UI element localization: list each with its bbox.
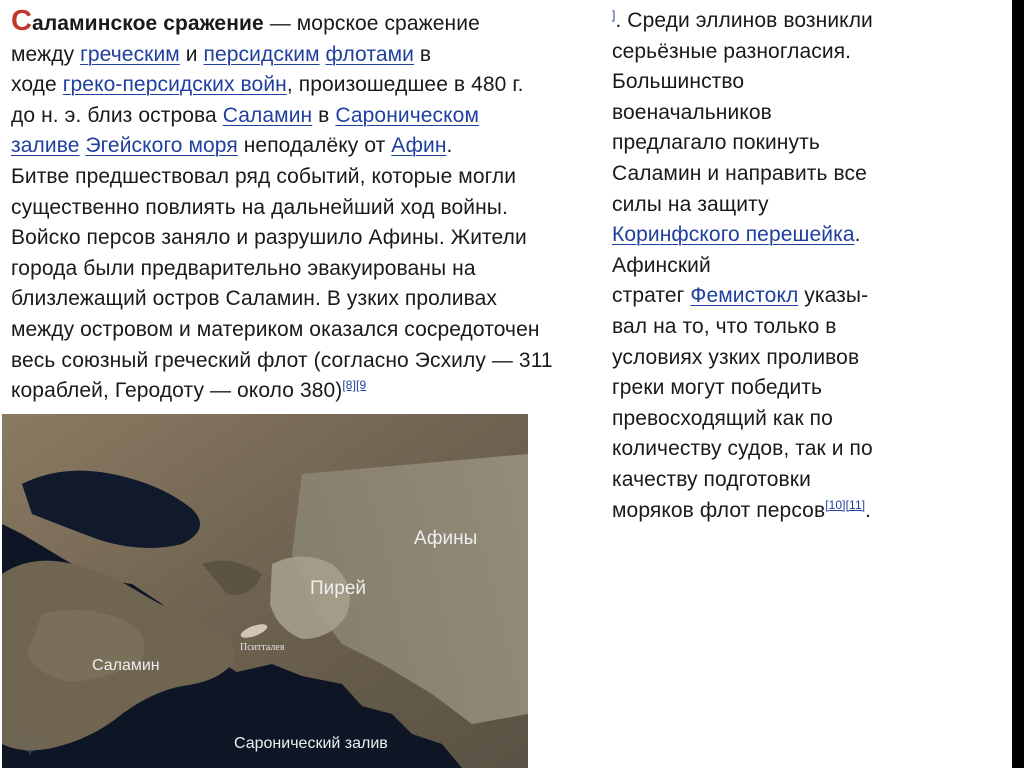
ref-8-link[interactable]: [8] <box>342 378 357 393</box>
right-line-17: моряков флот персов[10][11]. <box>612 497 872 522</box>
right-line-12: условиях узких проливов <box>612 345 860 369</box>
right-line-13: греки могут победить <box>612 376 823 400</box>
link-fleets[interactable]: флотами <box>325 42 414 66</box>
right-line-6: Саламин и направить все <box>612 161 867 185</box>
map-label-salamis: Саламин <box>92 657 160 674</box>
text-line-9: города были предварительно эвакуированы на <box>11 256 476 280</box>
text-line-1: Саламинское сражение — морское сражение <box>11 5 480 37</box>
link-persian[interactable]: персидским <box>203 42 320 66</box>
right-line-2: серьёзные разногласия. <box>612 39 852 63</box>
link-aegean-sea[interactable]: Эгейского моря <box>85 134 238 158</box>
right-line-7: силы на защиту <box>612 192 769 216</box>
right-line-16: качеству подготовки <box>612 467 811 491</box>
map-label-piraeus: Пирей <box>310 578 367 599</box>
satellite-map-image <box>2 414 528 768</box>
text-line-8: Войско персов заняло и разрушило Афины. Жители <box>11 226 527 250</box>
link-greco-persian-wars[interactable]: греко-персидских войн <box>62 73 287 97</box>
right-line-3: Большинство <box>612 70 745 94</box>
satellite-map <box>2 414 528 768</box>
ref-10-link[interactable]: [10] <box>825 497 846 512</box>
map-label-saronic-gulf: Саронический залив <box>234 735 388 752</box>
text-line-7: существенно повлиять на дальнейший ход войны. <box>11 195 508 219</box>
link-salamis[interactable]: Саламин <box>222 103 313 127</box>
right-line-15: количеству судов, так и по <box>612 437 873 461</box>
link-gulf[interactable]: заливе <box>11 134 80 158</box>
link-athens[interactable]: Афин <box>391 134 447 158</box>
right-line-11: вал на то, что только в <box>612 314 837 338</box>
text-line-2: между греческим и персидским флотами в <box>11 42 432 66</box>
right-line-8: Коринфского перешейка. <box>612 223 861 247</box>
right-line-9: Афинский <box>612 253 711 277</box>
ref-9-link[interactable]: [9 <box>356 378 367 393</box>
article-title: аламинское сражение <box>32 12 264 35</box>
text-line-4: до н. э. близ острова Саламин в Сароническом <box>11 103 480 127</box>
link-isthmus-of-corinth[interactable]: Коринфского перешейка <box>612 223 855 247</box>
link-saronic[interactable]: Сароническом <box>335 103 480 127</box>
right-text-column <box>612 6 912 526</box>
right-line-4: военачальников <box>612 100 772 124</box>
link-themistocles[interactable]: Фемистокл <box>690 284 799 308</box>
text-line-5: заливе Эгейского моря неподалёку от Афин. <box>11 134 453 158</box>
map-label-athens: Афины <box>414 528 478 549</box>
ref-9-close-link[interactable]: ] <box>612 8 616 22</box>
text-line-13: кораблей, Геродоту — около 380)$^{[8][9}$ <box>11 378 367 403</box>
right-line-10: стратег Фемистокл указы- <box>612 284 869 308</box>
ref-11-link[interactable]: [11] <box>845 497 866 512</box>
title-initial: С <box>11 5 33 37</box>
link-greek[interactable]: греческим <box>80 42 180 66</box>
text-line-3: ходе греко-персидских войн, произошедшее в 480 г. <box>11 73 524 97</box>
text-line-6: Битве предшествовал ряд событий, которые могли <box>11 164 517 188</box>
left-text-column <box>11 6 607 407</box>
map-label-psyttaleia: Пситталея <box>240 642 285 653</box>
right-line-14: превосходящий как по <box>612 406 833 430</box>
right-line-5: предлагало покинуть <box>612 131 820 155</box>
right-line-1: ]. Среди эллинов возникли <box>612 8 873 32</box>
text-line-10: близлежащий остров Саламин. В узких проливах <box>11 287 498 311</box>
text-line-12: весь союзный греческий флот (согласно Эсхилу — 311 <box>11 348 553 372</box>
text-line-11: между островом и материком оказался сосредоточен <box>11 317 540 341</box>
